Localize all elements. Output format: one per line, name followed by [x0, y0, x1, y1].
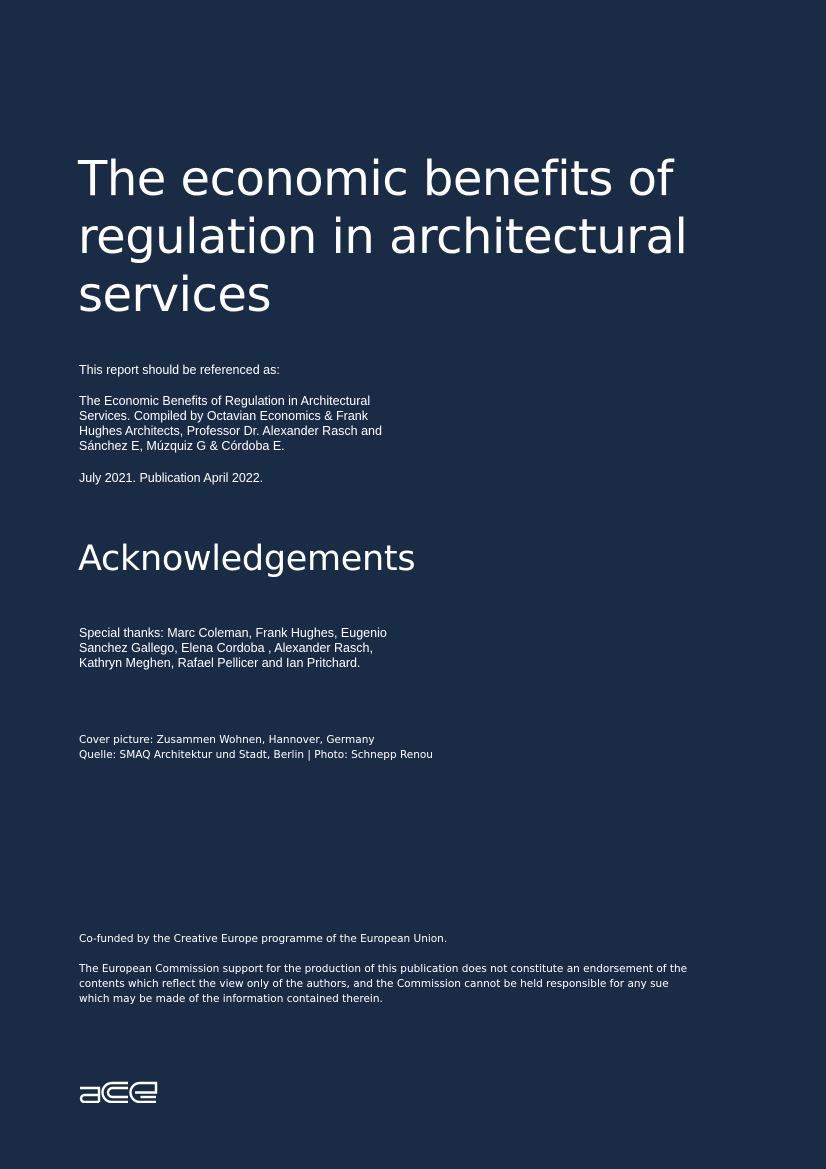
publication-date: July 2021. Publication April 2022. — [79, 471, 264, 485]
reference-intro: This report should be referenced as: — [79, 363, 280, 377]
acknowledgements-text: Special thanks: Marc Coleman, Frank Hughes, Eugenio Sanchez Gallego, Elena Cordoba , Alexander Rasch, Kathryn Meghen, Rafael Pellicer and Ian Pritchard. — [79, 626, 387, 670]
ace-logo-icon — [78, 1079, 158, 1103]
disclaimer-text: The European Commission support for the production of this publication does not constitute an endorsement of the contents which reflect the view only of the authors, and the Commission cannot be held responsible for any sue which may be made of the information contained therein. — [79, 963, 688, 1005]
acknowledgements-heading: Acknowledgements — [78, 539, 416, 579]
reference-citation: The Economic Benefits of Regulation in Architectural Services. Compiled by Octavian Economics & Frank Hughes Architects, Professor Dr. Alexander Rasch and Sánchez E, Múzquiz G & Córdoba E. — [79, 394, 382, 453]
cover-picture-credit: Cover picture: Zusammen Wohnen, Hannover, Germany Quelle: SMAQ Architektur und Stadt, Berlin | Photo: Schnepp Renou — [79, 734, 433, 761]
cofunding-note: Co-funded by the Creative Europe programme of the European Union. — [79, 933, 448, 945]
report-title: The economic benefits of regulation in architectural services — [78, 151, 688, 323]
